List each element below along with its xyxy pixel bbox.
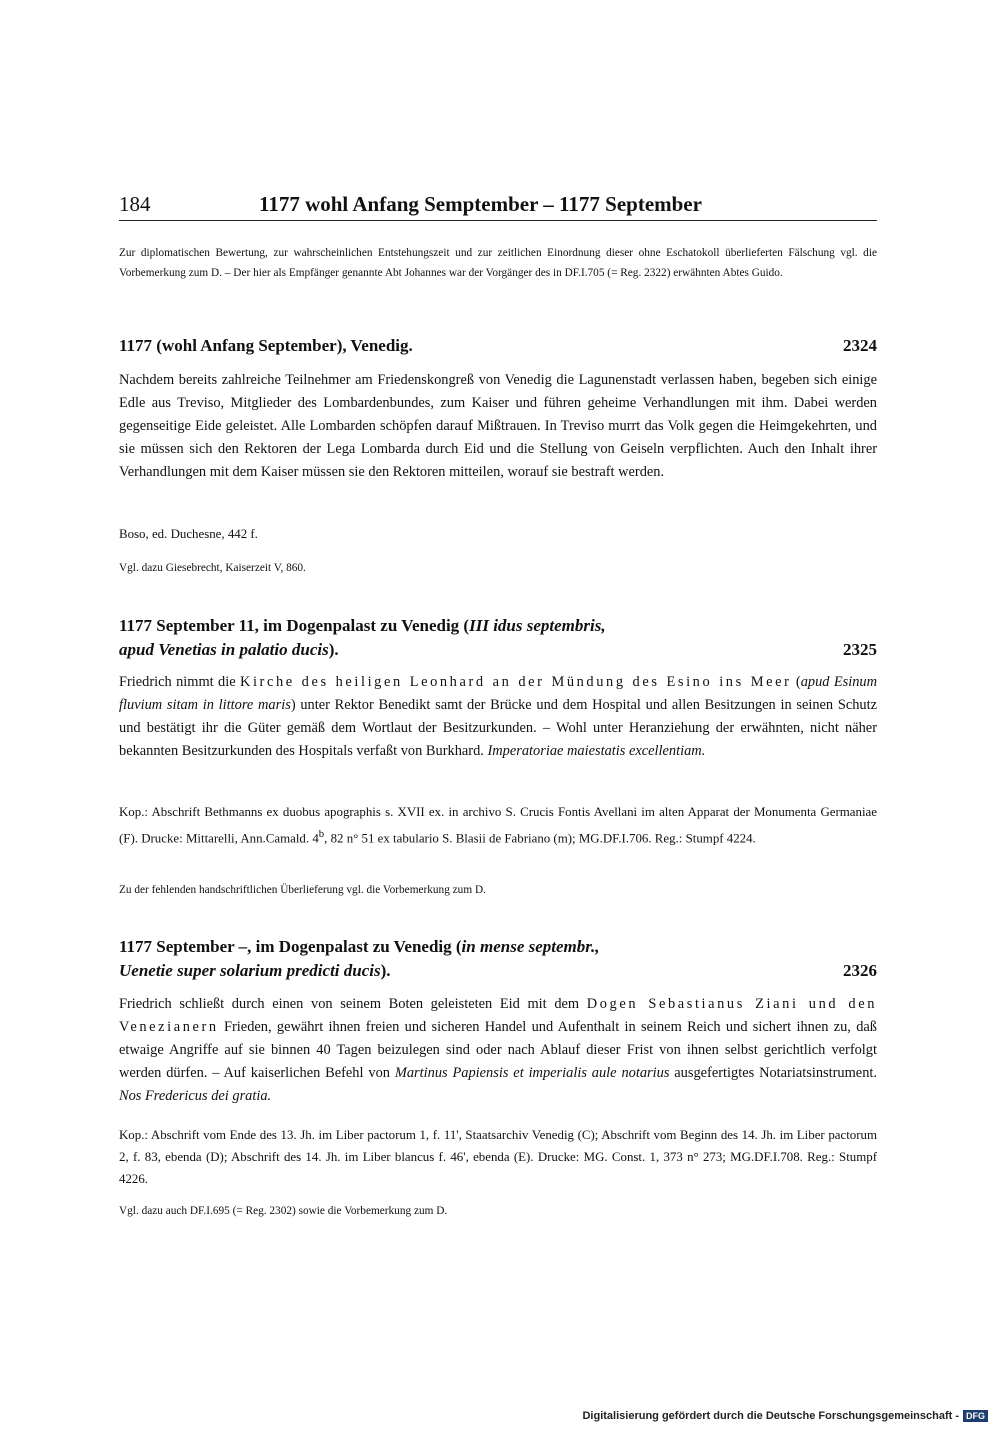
footer-text: Digitalisierung gefördert durch die Deutsche Forschungsgemeinschaft -	[582, 1410, 959, 1422]
entry-heading-line-1: 1177 September –, im Dogenpalast zu Venedig (in mense septembr.,	[119, 937, 600, 956]
footer-credit	[582, 1410, 988, 1422]
regest-text-2324: Nachdem bereits zahlreiche Teilnehmer am Friedenskongreß von Venedig die Lagunenstadt verlassen haben, begeben sich einige Edle aus Treviso, Mitglieder des Lombardenbundes, zum Kaiser und führen geheime Verhandlungen mit ihm. Dabei werden gegenseitige Eide geleistet. Alle Lombarden schöpfen darauf Mißtrauen. In Treviso murrt das Volk gegen die Heimgekehrten, und sie müssen sich den Rektoren der Lega Lombarda durch Eid und die Stellung von Geiseln verpflichten. Auch den Inhalt ihrer Verhandlungen mit dem Kaiser müssen sie den Rektoren mitteilen, worauf sie bestraft werden.	[119, 372, 877, 480]
dfg-logo-icon: DFG	[963, 1410, 988, 1422]
spaced-names: Kirche des heiligen Leonhard an der Mündung des Esino ins Meer	[239, 674, 792, 690]
literature-2326: Vgl. dazu auch DF.I.695 (= Reg. 2302) sowie die Vorbemerkung zum D.	[119, 1205, 448, 1217]
running-title: 1177 wohl Anfang Semptember – 1177 September	[259, 192, 702, 216]
spaced-names: Dogen Sebastianus Ziani und den Venezianern	[119, 996, 877, 1035]
entry-heading-line-2: Uenetie super solarium predicti ducis).	[119, 961, 391, 980]
intro-note: Zur diplomatischen Bewertung, zur wahrscheinlichen Entstehungszeit und zur zeitlichen Einordnung dieser ohne Eschatokoll überlieferten Fälschung vgl. die Vorbemerkung zum D. – Der hier als Empfänger genannte Abt Johannes war der Vorgänger des in DF.I.705 (= Reg. 2322) erwähnten Abtes Guido.	[119, 247, 877, 279]
entry-heading-line-1: 1177 September 11, im Dogenpalast zu Venedig (III idus septembris,	[119, 616, 606, 635]
entry-heading-2326	[119, 935, 877, 983]
running-head	[119, 190, 877, 221]
entry-number: 2325	[843, 640, 877, 659]
entry-heading-line-2: apud Venetias in palatio ducis).	[119, 640, 339, 659]
entry-number: 2324	[843, 336, 877, 355]
page-number: 184	[119, 192, 151, 216]
regest-text-2326: Friedrich schließt durch einen von seinem Boten geleisteten Eid mit dem Dogen Sebastianus Ziani und den Venezianern Frieden, gewährt ihnen freien und sicheren Handel und Aufenthalt in seinem Reich und sichert ihnen zu, daß etwaige Angriffe auf sie binnen 40 Tagen beizulegen sind oder nach Ablauf dieser Frist von ihnen selbst gerichtlich verfolgt werden dürfen. – Auf kaiserlichen Befehl von Martinus Papiensis et imperialis aule notarius ausgefertigtes Notariatsinstrument. Nos Fredericus dei gratia.	[119, 996, 877, 1104]
literature-2325: Zu der fehlenden handschriftlichen Überlieferung vgl. die Vorbemerkung zum D.	[119, 884, 486, 896]
entry-heading-text: 1177 (wohl Anfang September), Venedig.	[119, 336, 413, 355]
source-2326: Kop.: Abschrift vom Ende des 13. Jh. im Liber pactorum 1, f. 11', Staatsarchiv Venedig (C); Abschrift vom Beginn des 14. Jh. im Liber pactorum 2, f. 83, ebenda (D); Abschrift des 14. Jh. im Liber blancus f. 46', ebenda (E). Drucke: MG. Const. 1, 373 n° 273; MG.DF.I.708. Reg.: Stumpf 4226.	[119, 1128, 877, 1186]
source-2325: Kop.: Abschrift Bethmanns ex duobus apographis s. XVII ex. in archivo S. Crucis Fontis Avellani im alten Apparat der Monumenta Germaniae (F). Drucke: Mittarelli, Ann.Camald. 4$^b$, 82 n° 51 ex tabulario S. Blasii de Fabriano (m); MG.DF.I.706. Reg.: Stumpf 4224.	[119, 805, 877, 846]
entry-number: 2326	[843, 961, 877, 980]
entry-heading-2325	[119, 614, 877, 662]
entry-heading-2324	[119, 334, 877, 358]
source-2324: Boso, ed. Duchesne, 442 f.	[119, 527, 258, 541]
regest-text-2325: Friedrich nimmt die Kirche des heiligen Leonhard an der Mündung des Esino ins Meer (apud Esinum fluvium sitam in littore maris) unter Rektor Benedikt samt der Brücke und dem Hospital und allen Besitzungen in seinen Schutz und bestätigt ihr die Güter gemäß dem Wortlaut der Besitzurkunden. – Wohl unter Heranziehung der erwähnten, nicht näher bekannten Besitzurkunden des Hospitals verfaßt von Burkhard. Imperatoriae maiestatis excellentiam.	[119, 674, 877, 759]
literature-2324: Vgl. dazu Giesebrecht, Kaiserzeit V, 860.	[119, 562, 306, 574]
